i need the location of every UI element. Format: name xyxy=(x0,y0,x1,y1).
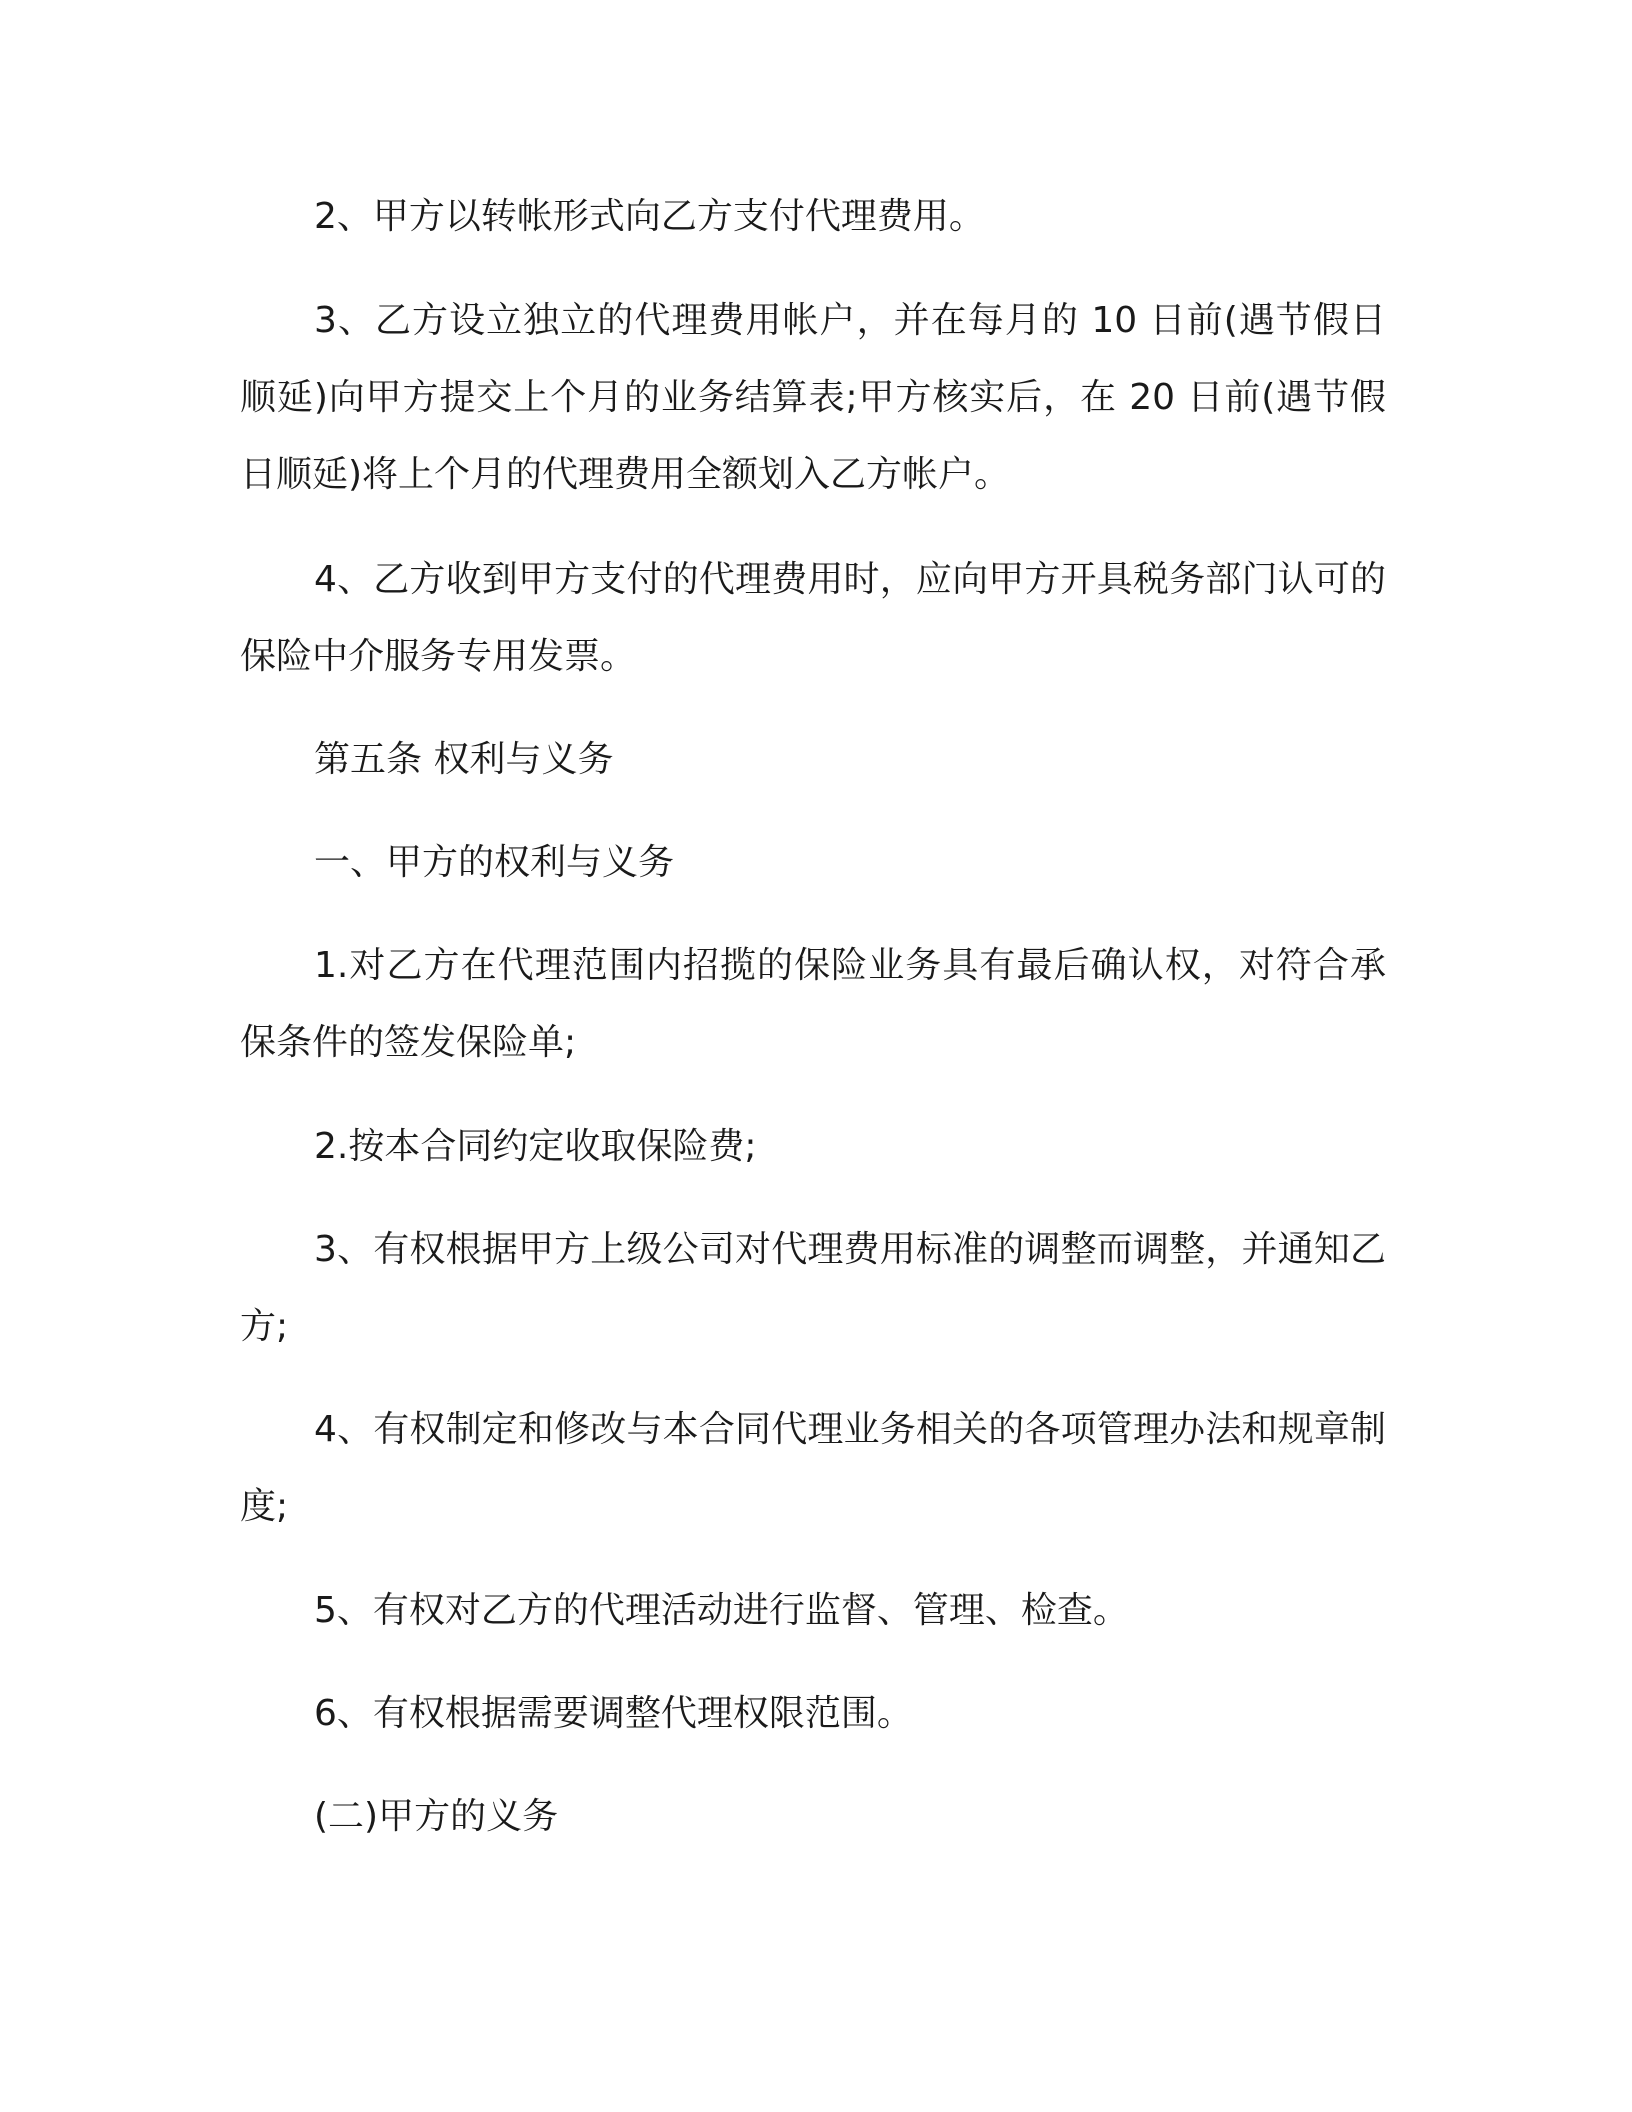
paragraph-item-2: 2.按本合同约定收取保险费; xyxy=(314,1126,757,1167)
subsection-heading-party-a-obligations: (二)甲方的义务 xyxy=(314,1796,559,1837)
paragraph-fee-account: 3、乙方设立独立的代理费用帐户，并在每月的 10 日前(遇节假日顺延)向甲方提交上个月的业务结算表;甲方核实后，在 20 日前(遇节假日顺延)将上个月的代理费用全额划入乙方帐户。 xyxy=(240,300,1386,495)
paragraph-invoice: 4、乙方收到甲方支付的代理费用时，应向甲方开具税务部门认可的保险中介服务专用发票。 xyxy=(240,559,1386,677)
subsection-heading-party-a: 一、甲方的权利与义务 xyxy=(314,842,675,883)
paragraph-item-1: 1.对乙方在代理范围内招揽的保险业务具有最后确认权，对符合承保条件的签发保险单; xyxy=(240,945,1386,1063)
paragraph-item-5: 5、有权对乙方的代理活动进行监督、管理、检查。 xyxy=(314,1590,1129,1631)
section-heading-article-5: 第五条 权利与义务 xyxy=(314,739,614,780)
paragraph-item-4: 4、有权制定和修改与本合同代理业务相关的各项管理办法和规章制度; xyxy=(240,1409,1386,1527)
paragraph-item-6: 6、有权根据需要调整代理权限范围。 xyxy=(314,1693,913,1734)
paragraph-payment-method: 2、甲方以转帐形式向乙方支付代理费用。 xyxy=(314,196,985,237)
paragraph-item-3: 3、有权根据甲方上级公司对代理费用标准的调整而调整，并通知乙方; xyxy=(240,1229,1386,1347)
